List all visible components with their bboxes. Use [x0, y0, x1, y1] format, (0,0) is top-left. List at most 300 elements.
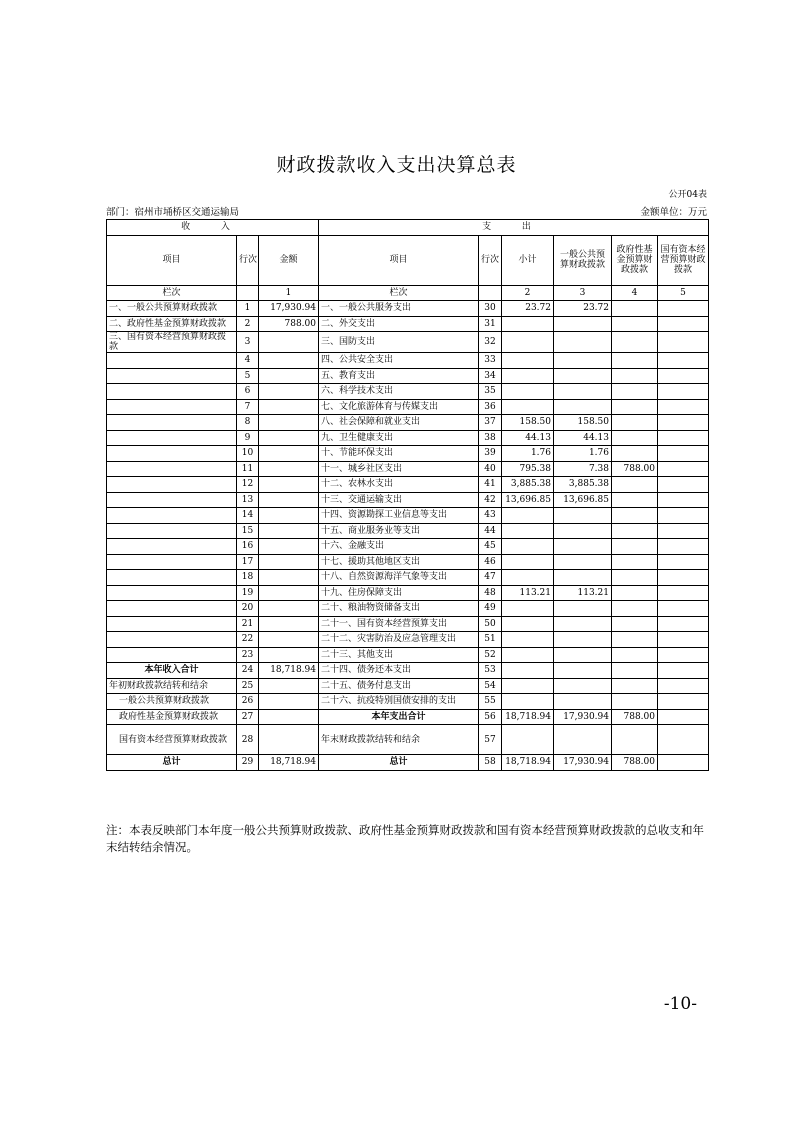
state-capital-value	[658, 461, 709, 477]
subtotal-value	[502, 663, 554, 679]
income-item: 本年收入合计	[107, 663, 237, 679]
department-label: 部门：宿州市埇桥区交通运输局	[106, 207, 240, 218]
income-amount: 788.00	[259, 316, 319, 332]
income-amount	[259, 332, 319, 353]
expense-line-no: 50	[479, 616, 502, 632]
general-budget-value: 17,930.94	[554, 755, 612, 771]
income-item	[107, 399, 237, 415]
fund-budget-value	[612, 523, 658, 539]
state-capital-value	[658, 570, 709, 586]
income-line-no: 22	[237, 632, 259, 648]
income-item	[107, 570, 237, 586]
income-line-no: 4	[237, 353, 259, 369]
table-code: 公开04表	[668, 190, 707, 200]
expense-item: 二十三、其他支出	[319, 647, 479, 663]
table-row	[107, 508, 709, 524]
subtotal-value	[502, 647, 554, 663]
table-row	[107, 570, 709, 586]
subtotal-value	[502, 616, 554, 632]
general-budget-value: 3,885.38	[554, 477, 612, 493]
expense-line-no: 33	[479, 353, 502, 369]
expense-line-no: 49	[479, 601, 502, 617]
expense-item: 二十六、抗疫特别国债安排的支出	[319, 694, 479, 710]
table-row	[107, 446, 709, 462]
income-item: 二、政府性基金预算财政拨款	[107, 316, 237, 332]
expense-line-no: 55	[479, 694, 502, 710]
income-line-header: 行次	[237, 235, 259, 285]
fund-budget-value	[612, 415, 658, 431]
general-budget-value	[554, 316, 612, 332]
income-line-no: 24	[237, 663, 259, 679]
state-capital-value	[658, 694, 709, 710]
income-line-no: 13	[237, 492, 259, 508]
income-amount	[259, 523, 319, 539]
expense-line-header: 行次	[479, 235, 502, 285]
footnote: 注：本表反映部门本年度一般公共预算财政拨款、政府性基金预算财政拨款和国有资本经营预算财政拨款的总收支和年末结转结余情况。	[106, 823, 704, 854]
col-blank	[479, 285, 502, 301]
state-capital-value	[658, 632, 709, 648]
income-item	[107, 601, 237, 617]
expense-item: 二十四、债务还本支出	[319, 663, 479, 679]
fund-budget-value	[612, 301, 658, 317]
general-budget-value: 44.13	[554, 430, 612, 446]
subtotal-value: 3,885.38	[502, 477, 554, 493]
income-line-no: 9	[237, 430, 259, 446]
fund-budget-value	[612, 384, 658, 400]
income-line-no: 3	[237, 332, 259, 353]
income-line-no: 12	[237, 477, 259, 493]
income-header: 收 入	[107, 220, 319, 236]
income-amount	[259, 709, 319, 725]
expense-line-no: 57	[479, 725, 502, 755]
table-row	[107, 316, 709, 332]
expense-line-no: 31	[479, 316, 502, 332]
income-item	[107, 632, 237, 648]
fund-budget-value: 788.00	[612, 755, 658, 771]
subtotal-value	[502, 399, 554, 415]
fund-budget-value	[612, 725, 658, 755]
income-item	[107, 430, 237, 446]
income-amount	[259, 446, 319, 462]
income-item	[107, 461, 237, 477]
table-row	[107, 332, 709, 353]
fund-budget-header: 政府性基金预算财政拨款	[612, 235, 658, 285]
state-capital-value	[658, 616, 709, 632]
income-amount	[259, 430, 319, 446]
income-item	[107, 368, 237, 384]
expense-item: 八、社会保障和就业支出	[319, 415, 479, 431]
income-item	[107, 616, 237, 632]
expense-line-no: 52	[479, 647, 502, 663]
income-line-no: 6	[237, 384, 259, 400]
income-line-no: 14	[237, 508, 259, 524]
income-line-no: 19	[237, 585, 259, 601]
table-row	[107, 755, 709, 771]
expense-line-no: 32	[479, 332, 502, 353]
general-budget-value: 13,696.85	[554, 492, 612, 508]
income-line-no: 16	[237, 539, 259, 555]
general-budget-value	[554, 368, 612, 384]
income-item	[107, 477, 237, 493]
income-amount	[259, 461, 319, 477]
expense-item: 十二、农林水支出	[319, 477, 479, 493]
expense-item-header: 项目	[319, 235, 479, 285]
table-row	[107, 492, 709, 508]
expense-line-no: 34	[479, 368, 502, 384]
income-amount	[259, 399, 319, 415]
general-budget-value: 113.21	[554, 585, 612, 601]
col-label: 栏次	[319, 285, 479, 301]
income-line-no: 5	[237, 368, 259, 384]
income-item	[107, 353, 237, 369]
fund-budget-value	[612, 316, 658, 332]
income-line-no: 2	[237, 316, 259, 332]
income-amount	[259, 585, 319, 601]
expense-line-no: 35	[479, 384, 502, 400]
fund-budget-value	[612, 430, 658, 446]
income-amount	[259, 508, 319, 524]
fund-budget-value	[612, 477, 658, 493]
state-capital-value	[658, 508, 709, 524]
subtotal-value	[502, 368, 554, 384]
income-line-no: 27	[237, 709, 259, 725]
state-capital-value	[658, 709, 709, 725]
table-row	[107, 399, 709, 415]
expense-line-no: 30	[479, 301, 502, 317]
fund-budget-value	[612, 554, 658, 570]
income-line-no: 1	[237, 301, 259, 317]
fund-budget-value	[612, 616, 658, 632]
general-budget-value	[554, 678, 612, 694]
fund-budget-value	[612, 570, 658, 586]
general-budget-value	[554, 554, 612, 570]
subtotal-value	[502, 508, 554, 524]
income-item	[107, 585, 237, 601]
subtotal-value	[502, 554, 554, 570]
general-budget-value	[554, 384, 612, 400]
table-row	[107, 415, 709, 431]
expense-item: 十六、金融支出	[319, 539, 479, 555]
general-budget-value	[554, 632, 612, 648]
income-line-no: 7	[237, 399, 259, 415]
table-row	[107, 601, 709, 617]
state-capital-value	[658, 585, 709, 601]
expense-item: 二十二、灾害防治及应急管理支出	[319, 632, 479, 648]
table-row	[107, 539, 709, 555]
income-item: 政府性基金预算财政拨款	[107, 709, 237, 725]
income-amount	[259, 368, 319, 384]
expense-item: 二、外交支出	[319, 316, 479, 332]
subtotal-value	[502, 384, 554, 400]
income-line-no: 29	[237, 755, 259, 771]
expense-item: 一、一般公共服务支出	[319, 301, 479, 317]
income-item: 国有资本经营预算财政拨款	[107, 725, 237, 755]
subtotal-value	[502, 353, 554, 369]
table-row	[107, 368, 709, 384]
state-capital-value	[658, 368, 709, 384]
table-row	[107, 725, 709, 755]
income-amount	[259, 492, 319, 508]
state-capital-value	[658, 678, 709, 694]
state-capital-value	[658, 415, 709, 431]
general-budget-value	[554, 694, 612, 710]
state-capital-value	[658, 430, 709, 446]
fund-budget-value	[612, 585, 658, 601]
general-budget-value	[554, 399, 612, 415]
general-budget-value	[554, 725, 612, 755]
subtotal-value: 23.72	[502, 301, 554, 317]
income-amount	[259, 616, 319, 632]
expense-item: 本年支出合计	[319, 709, 479, 725]
general-budget-value: 158.50	[554, 415, 612, 431]
state-capital-value	[658, 755, 709, 771]
fund-budget-value: 788.00	[612, 709, 658, 725]
expense-line-no: 38	[479, 430, 502, 446]
subtotal-value: 795.38	[502, 461, 554, 477]
fund-budget-value	[612, 332, 658, 353]
fund-budget-value	[612, 446, 658, 462]
subtotal-value	[502, 570, 554, 586]
subtotal-value	[502, 601, 554, 617]
income-line-no: 18	[237, 570, 259, 586]
expense-line-no: 42	[479, 492, 502, 508]
page-title: 财政拨款收入支出决算总表	[276, 154, 517, 176]
state-capital-value	[658, 554, 709, 570]
income-item: 一般公共预算财政拨款	[107, 694, 237, 710]
expense-item: 十五、商业服务业等支出	[319, 523, 479, 539]
income-item: 一、一般公共预算财政拨款	[107, 301, 237, 317]
general-budget-value: 17,930.94	[554, 709, 612, 725]
table-row	[107, 694, 709, 710]
general-budget-value	[554, 601, 612, 617]
general-budget-value	[554, 663, 612, 679]
income-item	[107, 492, 237, 508]
state-capital-value	[658, 477, 709, 493]
income-amount: 18,718.94	[259, 663, 319, 679]
income-amount	[259, 554, 319, 570]
expense-line-no: 44	[479, 523, 502, 539]
subtotal-header: 小计	[502, 235, 554, 285]
income-amount: 17,930.94	[259, 301, 319, 317]
subtotal-value: 158.50	[502, 415, 554, 431]
fund-budget-value: 788.00	[612, 461, 658, 477]
state-capital-value	[658, 601, 709, 617]
table-row	[107, 353, 709, 369]
expense-item: 三、国防支出	[319, 332, 479, 353]
income-line-no: 15	[237, 523, 259, 539]
expense-item: 四、公共安全支出	[319, 353, 479, 369]
income-amount	[259, 725, 319, 755]
income-line-no: 28	[237, 725, 259, 755]
table-row	[107, 678, 709, 694]
subtotal-value	[502, 539, 554, 555]
expense-header: 支 出	[319, 220, 709, 236]
state-capital-value	[658, 539, 709, 555]
income-amount	[259, 647, 319, 663]
income-amount: 18,718.94	[259, 755, 319, 771]
expense-item: 十七、援助其他地区支出	[319, 554, 479, 570]
income-line-no: 20	[237, 601, 259, 617]
subtotal-value: 44.13	[502, 430, 554, 446]
subtotal-value	[502, 632, 554, 648]
table-row	[107, 384, 709, 400]
general-budget-value	[554, 523, 612, 539]
general-budget-value	[554, 570, 612, 586]
expense-item: 总计	[319, 755, 479, 771]
fund-budget-value	[612, 678, 658, 694]
income-line-no: 21	[237, 616, 259, 632]
expense-item: 十、节能环保支出	[319, 446, 479, 462]
expense-item: 十一、城乡社区支出	[319, 461, 479, 477]
income-amount	[259, 384, 319, 400]
col-blank	[237, 285, 259, 301]
income-line-no: 26	[237, 694, 259, 710]
state-capital-value	[658, 446, 709, 462]
table-row	[107, 632, 709, 648]
expense-item: 十八、自然资源海洋气象等支出	[319, 570, 479, 586]
expense-line-no: 43	[479, 508, 502, 524]
expense-item: 十九、住房保障支出	[319, 585, 479, 601]
income-amount	[259, 678, 319, 694]
general-budget-value: 1.76	[554, 446, 612, 462]
expense-item: 十四、资源勘探工业信息等支出	[319, 508, 479, 524]
fund-budget-value	[612, 353, 658, 369]
table-row	[107, 663, 709, 679]
unit-label: 金额单位：万元	[640, 207, 707, 218]
col-number: 2	[502, 285, 554, 301]
expense-item: 二十五、债务付息支出	[319, 678, 479, 694]
income-item-header: 项目	[107, 235, 237, 285]
state-capital-value	[658, 647, 709, 663]
state-capital-value	[658, 523, 709, 539]
subtotal-value	[502, 316, 554, 332]
income-line-no: 8	[237, 415, 259, 431]
expense-line-no: 41	[479, 477, 502, 493]
general-budget-value: 7.38	[554, 461, 612, 477]
fund-budget-value	[612, 647, 658, 663]
fund-budget-value	[612, 694, 658, 710]
subtotal-value: 1.76	[502, 446, 554, 462]
income-amount	[259, 694, 319, 710]
income-amount	[259, 570, 319, 586]
expense-line-no: 48	[479, 585, 502, 601]
table-row	[107, 554, 709, 570]
fund-budget-value	[612, 601, 658, 617]
expense-line-no: 40	[479, 461, 502, 477]
expense-item: 九、卫生健康支出	[319, 430, 479, 446]
state-capital-value	[658, 316, 709, 332]
expense-item: 五、教育支出	[319, 368, 479, 384]
income-item: 三、国有资本经营预算财政拨款	[107, 332, 237, 353]
state-capital-value	[658, 332, 709, 353]
subtotal-value	[502, 678, 554, 694]
table-row	[107, 430, 709, 446]
expense-item: 年末财政拨款结转和结余	[319, 725, 479, 755]
table-row	[107, 616, 709, 632]
general-budget-value	[554, 539, 612, 555]
subtotal-value	[502, 694, 554, 710]
expense-item: 十三、交通运输支出	[319, 492, 479, 508]
expense-line-no: 45	[479, 539, 502, 555]
expense-line-no: 56	[479, 709, 502, 725]
fund-budget-value	[612, 492, 658, 508]
expense-item: 六、科学技术支出	[319, 384, 479, 400]
income-line-no: 11	[237, 461, 259, 477]
state-capital-header: 国有资本经营预算财政拨款	[658, 235, 709, 285]
income-item	[107, 523, 237, 539]
expense-line-no: 39	[479, 446, 502, 462]
state-capital-value	[658, 353, 709, 369]
general-budget-value	[554, 616, 612, 632]
income-item: 总计	[107, 755, 237, 771]
subtotal-value: 113.21	[502, 585, 554, 601]
income-amount	[259, 601, 319, 617]
col-number: 4	[612, 285, 658, 301]
table-row	[107, 477, 709, 493]
expense-line-no: 53	[479, 663, 502, 679]
income-line-no: 10	[237, 446, 259, 462]
general-budget-value	[554, 508, 612, 524]
income-line-no: 25	[237, 678, 259, 694]
state-capital-value	[658, 663, 709, 679]
expense-item: 七、文化旅游体育与传媒支出	[319, 399, 479, 415]
table-row	[107, 523, 709, 539]
subtotal-value: 18,718.94	[502, 709, 554, 725]
expense-line-no: 37	[479, 415, 502, 431]
expense-line-no: 36	[479, 399, 502, 415]
expense-line-no: 51	[479, 632, 502, 648]
general-budget-value	[554, 353, 612, 369]
subtotal-value: 18,718.94	[502, 755, 554, 771]
table-row	[107, 461, 709, 477]
income-amount	[259, 353, 319, 369]
table-row	[107, 585, 709, 601]
col-number: 3	[554, 285, 612, 301]
income-amount	[259, 539, 319, 555]
subtotal-value: 13,696.85	[502, 492, 554, 508]
table-row	[107, 647, 709, 663]
income-line-no: 17	[237, 554, 259, 570]
income-amount	[259, 415, 319, 431]
expense-line-no: 47	[479, 570, 502, 586]
subtotal-value	[502, 725, 554, 755]
general-budget-header: 一般公共预算财政拨款	[554, 235, 612, 285]
income-item	[107, 647, 237, 663]
income-item	[107, 554, 237, 570]
income-item	[107, 539, 237, 555]
income-item	[107, 415, 237, 431]
fund-budget-value	[612, 539, 658, 555]
fund-budget-value	[612, 368, 658, 384]
col-label: 栏次	[107, 285, 237, 301]
fund-budget-value	[612, 632, 658, 648]
budget-table	[106, 219, 709, 771]
state-capital-value	[658, 301, 709, 317]
state-capital-value	[658, 725, 709, 755]
expense-line-no: 54	[479, 678, 502, 694]
general-budget-value	[554, 647, 612, 663]
expense-line-no: 58	[479, 755, 502, 771]
table-row	[107, 301, 709, 317]
expense-item: 二十、粮油物资储备支出	[319, 601, 479, 617]
table-row	[107, 709, 709, 725]
expense-line-no: 46	[479, 554, 502, 570]
col-number: 1	[259, 285, 319, 301]
income-item: 年初财政拨款结转和结余	[107, 678, 237, 694]
income-amount	[259, 477, 319, 493]
expense-item: 二十一、国有资本经营预算支出	[319, 616, 479, 632]
state-capital-value	[658, 492, 709, 508]
